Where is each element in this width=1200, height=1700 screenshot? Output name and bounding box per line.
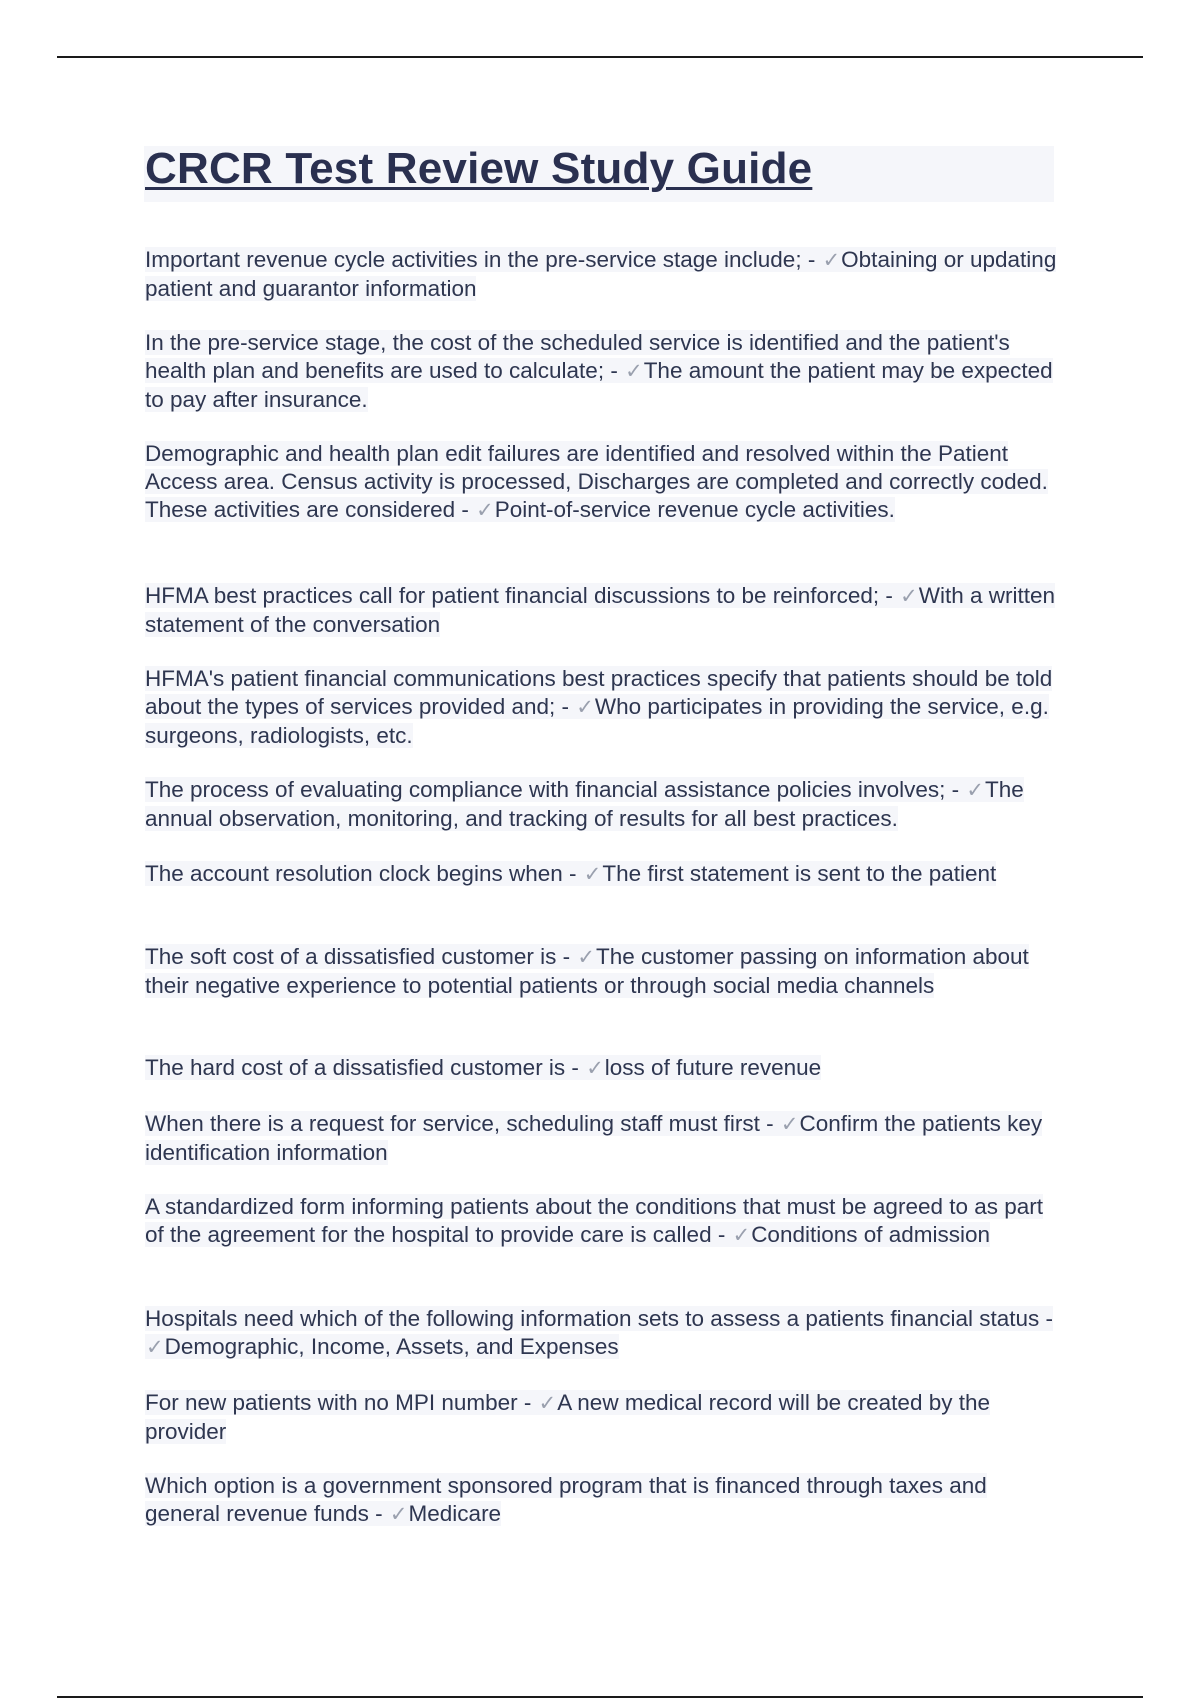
answer-text: Confirm the patients key identification information — [145, 1111, 1043, 1165]
question-text: Demographic and health plan edit failures are identified and resolved within the Patient Access area. Census activity is processed, Discharges are completed and correctly coded. These activities are considered - — [145, 441, 1048, 522]
question-text: The hard cost of a dissatisfied customer is - — [145, 1055, 586, 1080]
answer-text: Conditions of admission — [751, 1222, 991, 1247]
checkmark-icon: ✓ — [389, 1503, 408, 1526]
question-text: The process of evaluating compliance with financial assistance policies involves; - — [145, 777, 966, 802]
checkmark-icon: ✓ — [146, 1336, 164, 1359]
question-text: Important revenue cycle activities in the pre-service stage include; - — [145, 247, 822, 272]
question-text: Which option is a government sponsored program that is financed through taxes and general revenue funds - — [145, 1473, 987, 1526]
checkmark-icon: ✓ — [586, 1057, 604, 1080]
bottom-divider — [57, 1696, 1143, 1698]
document-title: CRCR Test Review Study Guide — [145, 144, 813, 193]
answer-text: The annual observation, monitoring, and tracking of results for all best practices. — [145, 777, 1024, 831]
qa-item-3 — [145, 440, 1060, 525]
checkmark-icon: ✓ — [583, 863, 602, 886]
qa-item-11 — [145, 1193, 1060, 1250]
answer-text: The first statement is sent to the patient — [602, 861, 997, 886]
question-text: Hospitals need which of the following information sets to assess a patients financial status - — [145, 1306, 1053, 1331]
qa-item-7 — [145, 860, 1060, 889]
checkmark-icon: ✓ — [966, 779, 985, 802]
question-text: A standardized form informing patients about the conditions that must be agreed to as part of the agreement for the hospital to provide care is called - — [145, 1194, 1044, 1247]
qa-item-9 — [145, 1054, 1060, 1083]
question-text: The soft cost of a dissatisfied customer is - — [145, 944, 577, 969]
answer-text: Medicare — [408, 1501, 502, 1526]
answer-text: The amount the patient may be expected to pay after insurance. — [145, 358, 1053, 412]
qa-item-14 — [145, 1472, 1060, 1529]
answer-text: With a written statement of the conversation — [145, 583, 1055, 637]
checkmark-icon: ✓ — [538, 1392, 557, 1415]
checkmark-icon: ✓ — [625, 360, 643, 383]
qa-item-4 — [145, 582, 1060, 639]
question-text: In the pre-service stage, the cost of the scheduled service is identified and the patient's health plan and benefits are used to calculate; - — [145, 330, 1010, 383]
qa-item-5 — [145, 665, 1060, 750]
answer-text: Obtaining or updating patient and guarantor information — [145, 247, 1057, 301]
qa-item-13 — [145, 1389, 1060, 1446]
top-divider — [57, 56, 1143, 58]
answer-text: Point-of-service revenue cycle activities. — [494, 497, 895, 522]
qa-item-8 — [145, 943, 1060, 1000]
checkmark-icon: ✓ — [576, 696, 594, 719]
answer-text: Who participates in providing the service, e.g. surgeons, radiologists, etc. — [145, 694, 1049, 748]
answer-text: Demographic, Income, Assets, and Expenses — [164, 1334, 619, 1359]
checkmark-icon: ✓ — [780, 1113, 799, 1136]
checkmark-icon: ✓ — [732, 1224, 751, 1247]
checkmark-icon: ✓ — [822, 249, 841, 272]
qa-item-1 — [145, 246, 1060, 303]
question-text: HFMA best practices call for patient financial discussions to be reinforced; - — [145, 583, 900, 608]
qa-item-6 — [145, 776, 1060, 833]
question-text: HFMA's patient financial communications best practices specify that patients should be told about the types of services provided and; - — [145, 666, 1053, 719]
question-text: The account resolution clock begins when - — [145, 861, 583, 886]
checkmark-icon: ✓ — [900, 585, 918, 608]
checkmark-icon: ✓ — [476, 499, 494, 522]
answer-text: loss of future revenue — [604, 1055, 822, 1080]
qa-item-12 — [145, 1305, 1060, 1362]
answer-text: A new medical record will be created by the provider — [145, 1390, 990, 1444]
checkmark-icon: ✓ — [577, 946, 596, 969]
question-text: When there is a request for service, scheduling staff must first - — [145, 1111, 780, 1136]
qa-item-10 — [145, 1110, 1060, 1167]
question-text: For new patients with no MPI number - — [145, 1390, 538, 1415]
qa-item-2 — [145, 329, 1060, 414]
answer-text: The customer passing on information about their negative experience to potential patients or through social media channels — [145, 944, 1029, 998]
